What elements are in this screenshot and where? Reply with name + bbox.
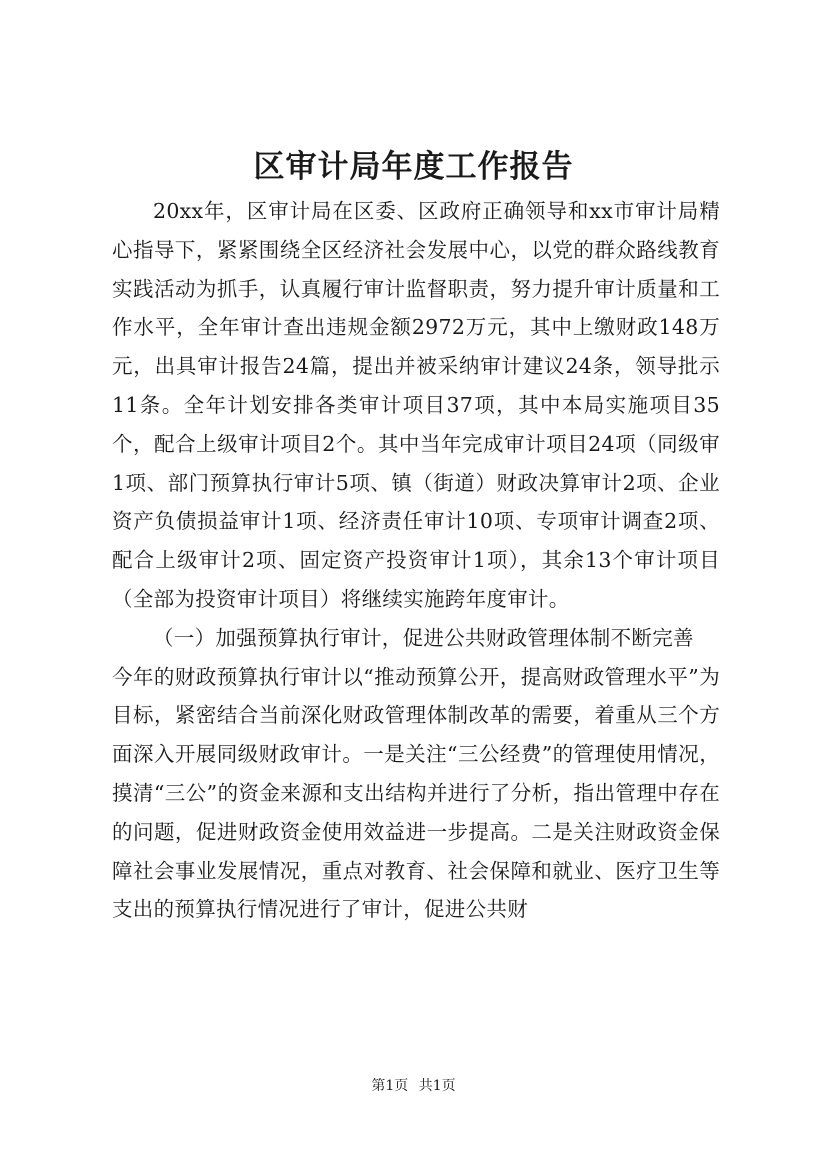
paragraph-budget-audit: 今年的财政预算执行审计以“推动预算公开，提高财政管理水平”为目标，紧密结合当前深化财政管理体制改革的需要，着重从三个方面深入开展同级财政审计。一是关注“三公经费”的管理使用情况，摸清“三公”的资金来源和支出结构并进行了分析，指出管理中存在的问题，促进财政资金使用效益进一步提高。二是关注财政资金保障社会事业发展情况，重点对教育、社会保障和就业、医疗卫生等支出的预算执行情况进行了审计，促进公共财 (112, 664, 720, 922)
paragraph-summary: 20xx年，区审计局在区委、区政府正确领导和xx市审计局精心指导下，紧紧围绕全区经济社会发展中心，以党的群众路线教育实践活动为抓手，认真履行审计监督职责，努力提升审计质量和工作水平，全年审计查出违规金额2972万元，其中上缴财政148万元，出具审计报告24篇，提出并被采纳审计建议24条，领导批示11条。全年计划安排各类审计项目37项，其中本局实施项目35个，配合上级审计项目2个。其中当年完成审计项目24项（同级审1项、部门预算执行审计5项、镇（街道）财政决算审计2项、企业资产负债损益审计1项、经济责任审计10项、专项审计调查2项、配合上级审计2项、固定资产投资审计1项），其余13个审计项目（全部为投资审计项目）将继续实施跨年度审计。 (112, 199, 720, 611)
document-body (112, 192, 720, 929)
section-heading-budget-audit: （一）加强预算执行审计，促进公共财政管理体制不断完善 (153, 625, 694, 650)
document-title: 区审计局年度工作报告 (253, 149, 574, 185)
page-footer (0, 1076, 827, 1096)
page-total: 共1页 (418, 1078, 456, 1094)
page-number: 第1页 (371, 1078, 409, 1094)
